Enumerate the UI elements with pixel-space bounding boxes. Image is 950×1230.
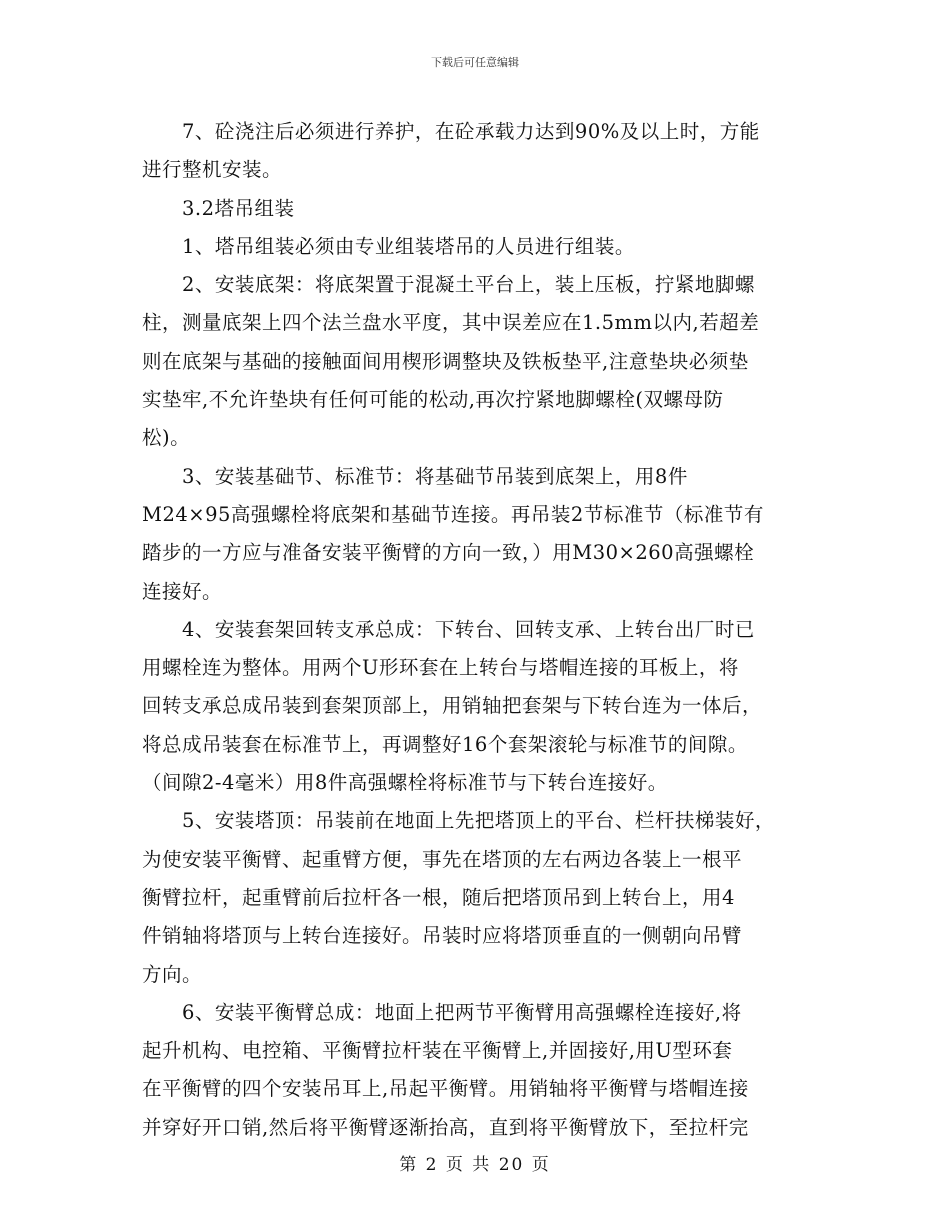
text-line: 松)。 (142, 426, 191, 450)
page-number: 第 2 页 共 20 页 (399, 1155, 551, 1175)
text-line: 起升机构、电控箱、平衡臂拉杆装在平衡臂上,并固接好,用U型环套 (142, 1039, 733, 1063)
text-line: 进行整机安装。 (142, 158, 283, 182)
text-line: 4、安装套架回转支承总成：下转台、回转支承、上转台出厂时已 (142, 617, 755, 641)
text-line: 衡臂拉杆，起重臂前后拉杆各一根，随后把塔顶吊到上转台上，用4 (142, 885, 735, 909)
text-line: 3、安装基础节、标准节：将基础节吊装到底架上，用8件 (142, 464, 688, 488)
text-line: 回转支承总成吊装到套架顶部上，用销轴把套架与下转台连为一体后， (142, 694, 763, 718)
text-line: 柱，测量底架上四个法兰盘水平度，其中误差应在1.5mm以内,若超差 (142, 311, 760, 335)
text-line: M24×95高强螺栓将底架和基础节连接。再吊装2节标准节（标准节有 (142, 502, 764, 526)
text-line: 7、砼浇注后必须进行养护，在砼承载力达到90%及以上时，方能 (142, 120, 760, 143)
text-line: 用螺栓连为整体。用两个U形环套在上转台与塔帽连接的耳板上，将 (142, 656, 739, 680)
page-header: 下载后可任意编辑 (431, 56, 519, 69)
text-line: 踏步的一方应与准备安装平衡臂的方向一致，）用M30×260高强螺栓 (142, 541, 755, 565)
text-line: 则在底架与基础的接触面间用楔形调整块及铁板垫平,注意垫块必须垫 (142, 349, 749, 373)
text-line: 6、安装平衡臂总成：地面上把两节平衡臂用高强螺栓连接好,将 (142, 1000, 742, 1024)
text-line: 实垫牢,不允许垫块有任何可能的松动,再次拧紧地脚螺栓(双螺母防 (142, 388, 724, 412)
text-line: 在平衡臂的四个安装吊耳上,吊起平衡臂。用销轴将平衡臂与塔帽连接 (142, 1077, 749, 1101)
text-line: 方向。 (142, 962, 203, 986)
text-line: 将总成吊装套在标准节上，再调整好16个套架滚轮与标准节的间隙。 (142, 732, 748, 756)
text-line: 并穿好开口销,然后将平衡臂逐渐抬高，直到将平衡臂放下，至拉杆完 (142, 1115, 749, 1139)
text-line: 件销轴将塔顶与上转台连接好。吊装时应将塔顶垂直的一侧朝向吊臂 (142, 924, 743, 948)
text-line: 连接好。 (142, 579, 223, 603)
text-line: 5、安装塔顶：吊装前在地面上先把塔顶上的平台、栏杆扶梯装好， (142, 809, 775, 833)
document-body (142, 113, 822, 1147)
text-line: 为使安装平衡臂、起重臂方便，事先在塔顶的左右两边各装上一根平 (142, 847, 743, 871)
text-line: （间隙2-4毫米）用8件高强螺栓将标准节与下转台连接好。 (142, 771, 668, 795)
text-line: 2、安装底架：将底架置于混凝土平台上，装上压板，拧紧地脚螺 (142, 273, 755, 297)
section-heading: 3.2塔吊组装 (142, 196, 295, 220)
text-line: 1、塔吊组装必须由专业组装塔吊的人员进行组装。 (142, 234, 635, 258)
